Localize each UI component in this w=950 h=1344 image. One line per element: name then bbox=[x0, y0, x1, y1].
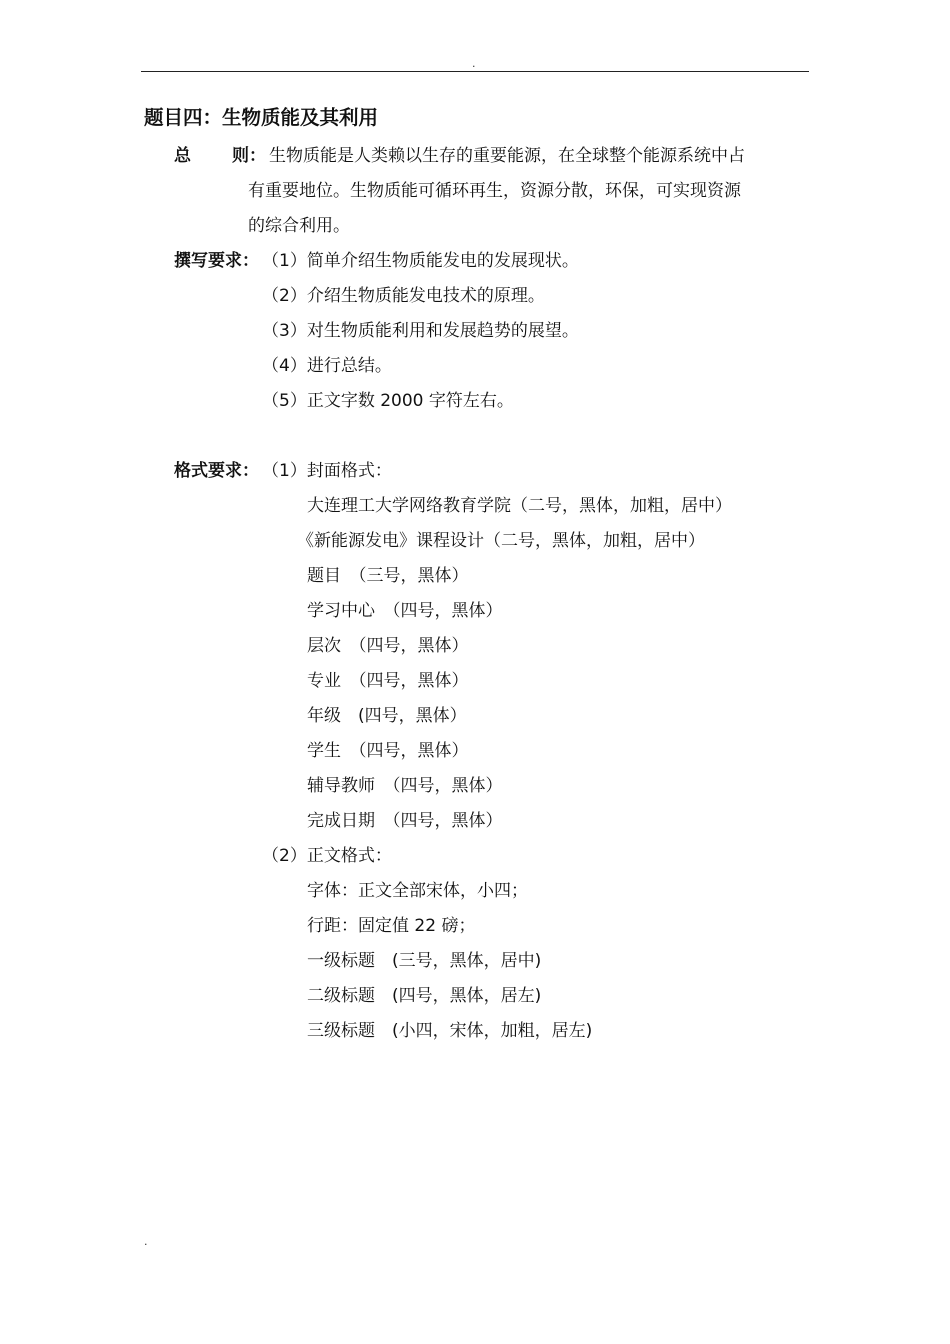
page-footer-mark: . bbox=[144, 1235, 148, 1248]
cover-line-major: 专业 （四号，黑体） bbox=[307, 671, 469, 691]
general-label-ze: 则： bbox=[232, 146, 266, 166]
cover-line-level: 层次 （四号，黑体） bbox=[307, 636, 469, 656]
writing-item-5: （5）正文字数 2000 字符左右。 bbox=[262, 391, 514, 411]
writing-label: 撰写要求： bbox=[174, 251, 259, 271]
body-line-h1: 一级标题 (三号，黑体，居中) bbox=[307, 951, 542, 971]
body-line-h2: 二级标题 (四号，黑体，居左) bbox=[307, 986, 542, 1006]
cover-line-school: 大连理工大学网络教育学院（二号，黑体，加粗，居中） bbox=[307, 496, 732, 516]
body-line-h3: 三级标题 (小四，宋体，加粗，居左) bbox=[307, 1021, 593, 1041]
body-line-spacing: 行距：固定值 22 磅； bbox=[307, 916, 476, 936]
general-text-line-3: 的综合利用。 bbox=[248, 216, 350, 236]
cover-format-heading: （1）封面格式： bbox=[262, 461, 392, 481]
cover-line-grade: 年级 (四号，黑体） bbox=[307, 706, 467, 726]
cover-line-title: 题目 （三号，黑体） bbox=[307, 566, 469, 586]
format-label: 格式要求： bbox=[174, 461, 259, 481]
page-title: 题目四：生物质能及其利用 bbox=[144, 106, 379, 129]
writing-item-2: （2）介绍生物质能发电技术的原理。 bbox=[262, 286, 545, 306]
general-text-line-2: 有重要地位。生物质能可循环再生，资源分散，环保，可实现资源 bbox=[248, 181, 741, 201]
header-rule bbox=[141, 71, 809, 72]
writing-item-4: （4）进行总结。 bbox=[262, 356, 392, 376]
writing-item-1: （1）简单介绍生物质能发电的发展现状。 bbox=[262, 251, 579, 271]
cover-line-student: 学生 （四号，黑体） bbox=[307, 741, 469, 761]
cover-line-tutor: 辅导教师 （四号，黑体） bbox=[307, 776, 503, 796]
cover-line-center: 学习中心 （四号，黑体） bbox=[307, 601, 503, 621]
page-header-mark: . bbox=[472, 57, 476, 70]
general-text-line-1: 生物质能是人类赖以生存的重要能源，在全球整个能源系统中占 bbox=[269, 146, 745, 166]
cover-line-course: 《新能源发电》课程设计（二号，黑体，加粗，居中） bbox=[297, 531, 705, 551]
body-line-font: 字体：正文全部宋体，小四； bbox=[307, 881, 528, 901]
general-label-zong: 总 bbox=[174, 146, 191, 166]
body-format-heading: （2）正文格式： bbox=[262, 846, 392, 866]
cover-line-date: 完成日期 （四号，黑体） bbox=[307, 811, 503, 831]
writing-item-3: （3）对生物质能利用和发展趋势的展望。 bbox=[262, 321, 579, 341]
